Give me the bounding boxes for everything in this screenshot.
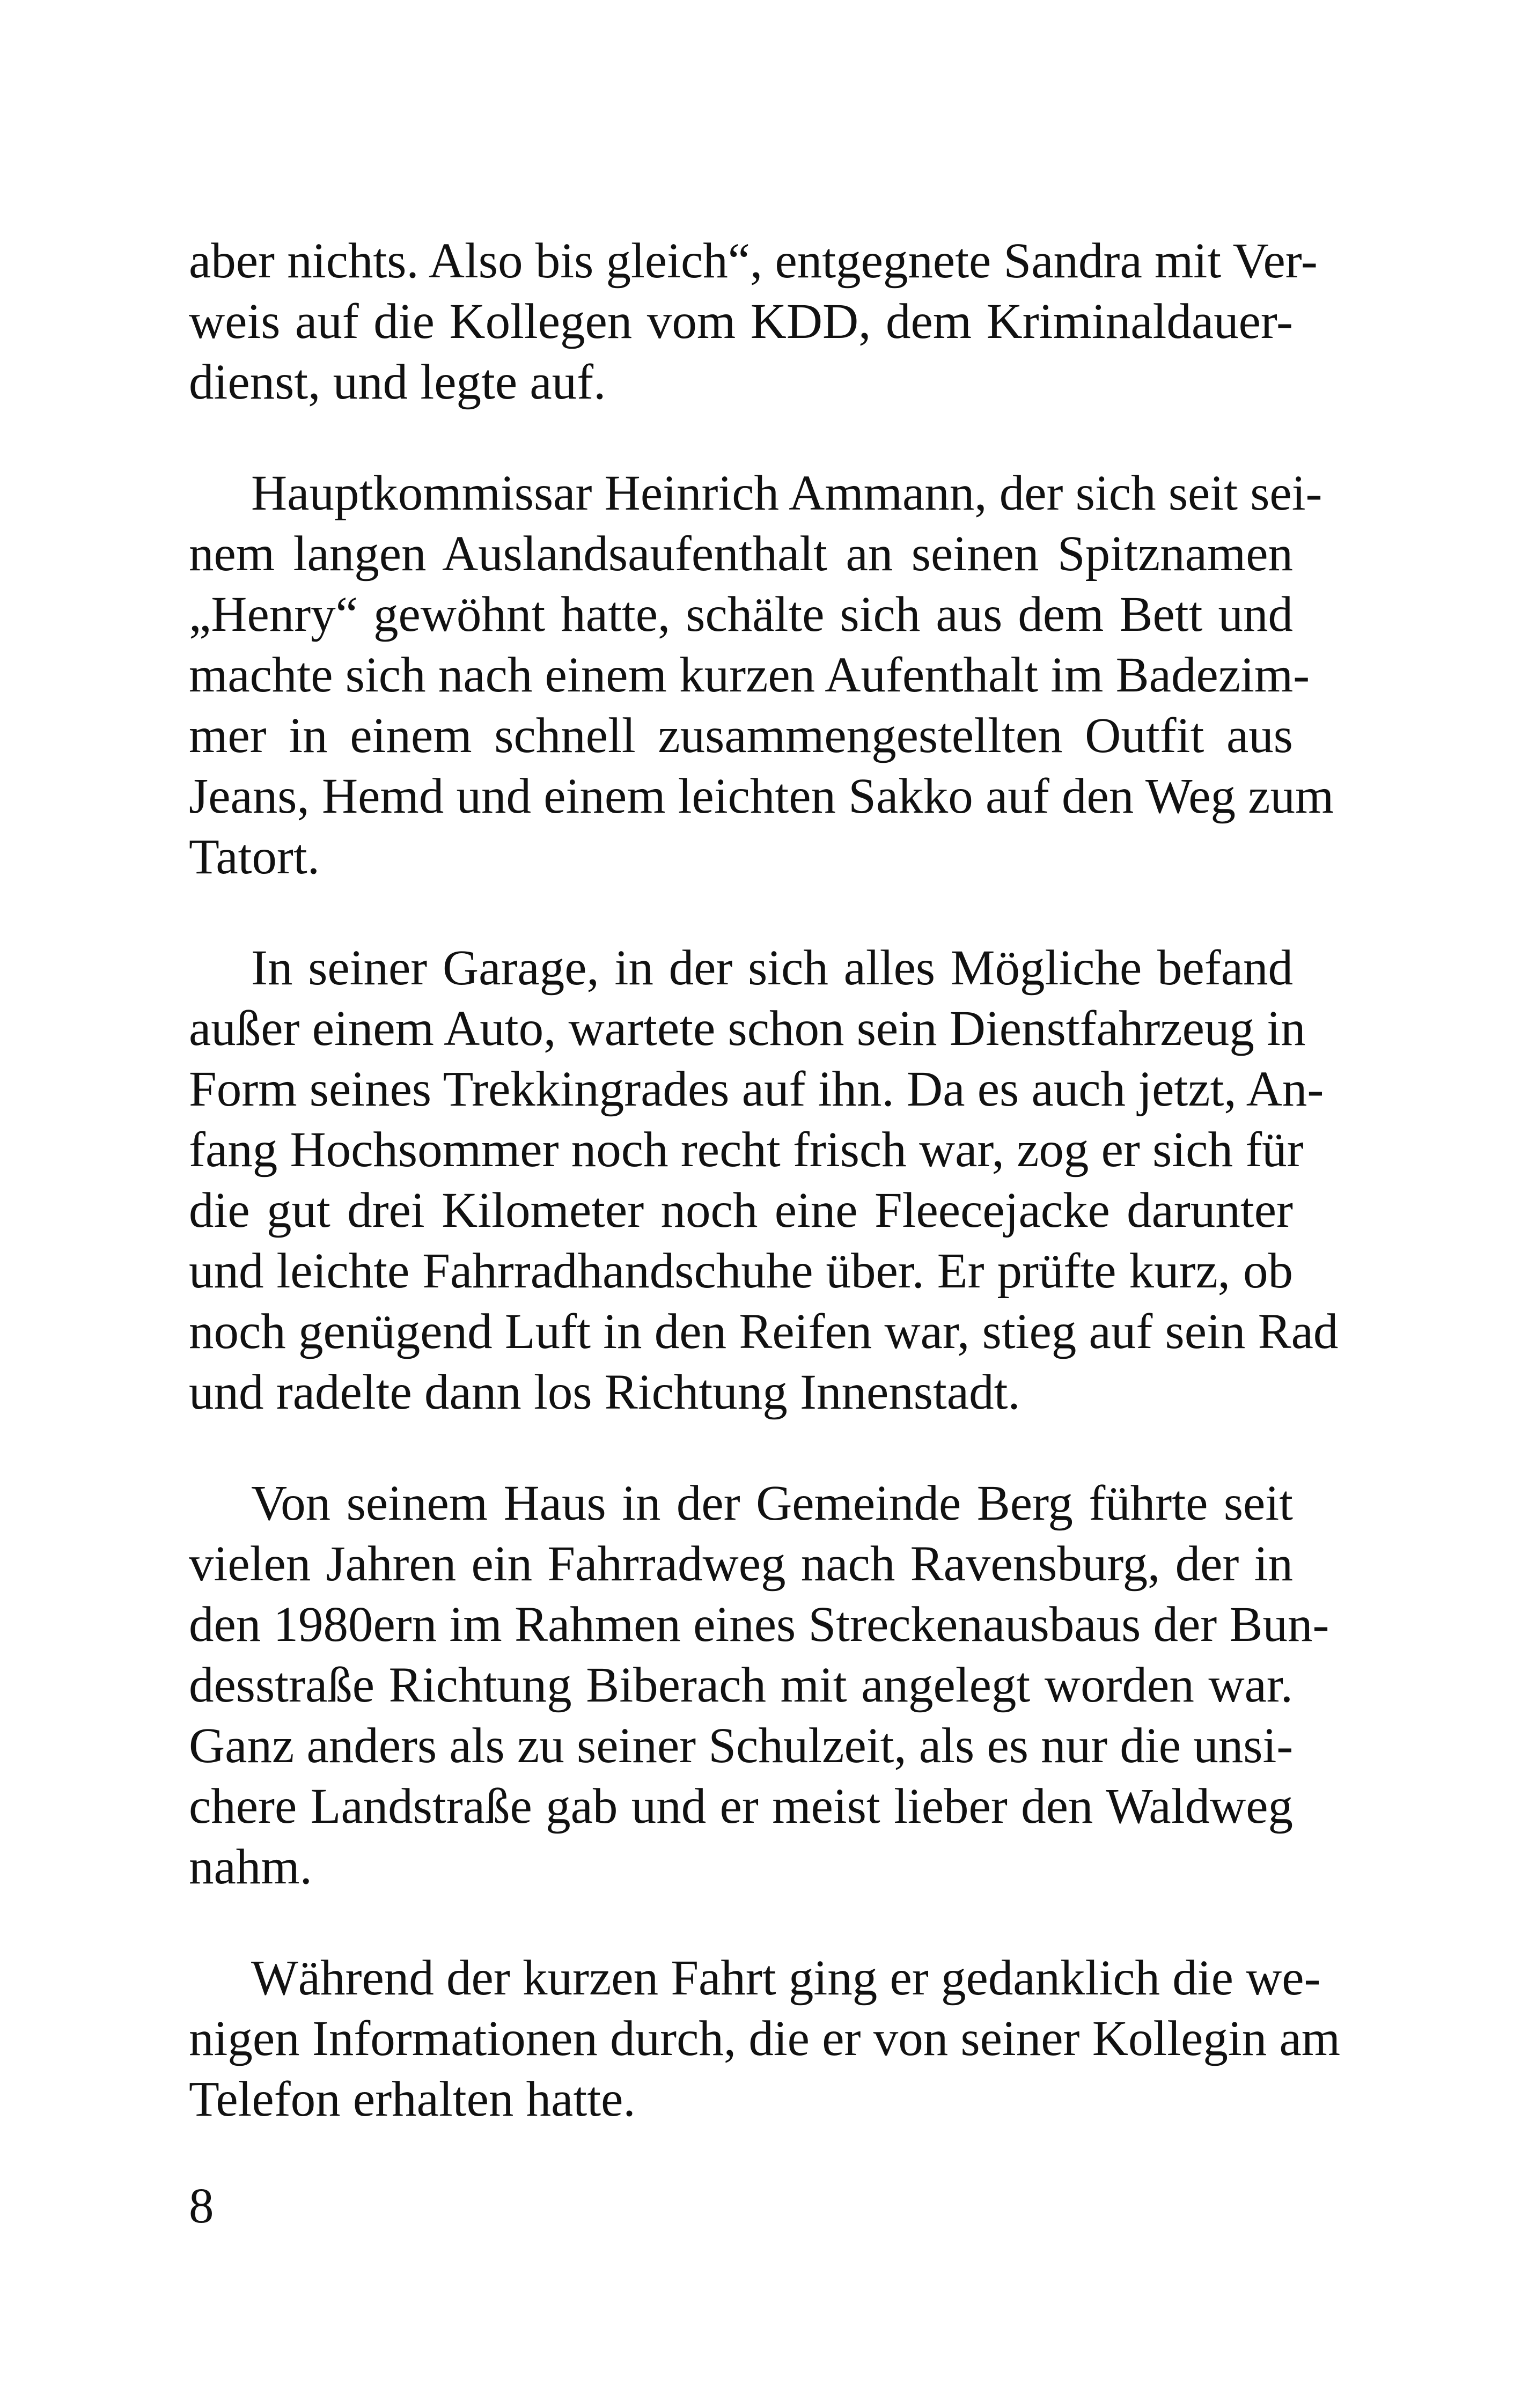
text-line: nigen Informationen durch, die er von seiner Kollegin am: [189, 2011, 1341, 2066]
text-line: weis auf die Kollegen vom KDD, dem Kriminaldauer-: [189, 294, 1293, 349]
text-line: noch genügend Luft in den Reifen war, stieg auf sein Rad: [189, 1304, 1339, 1359]
text-line: Während der kurzen Fahrt ging er gedanklich die we-: [251, 1950, 1321, 2006]
text-line: die gut drei Kilometer noch eine Fleecejacke darunter: [189, 1183, 1293, 1238]
text-line: In seiner Garage, in der sich alles Mögliche befand: [251, 940, 1293, 996]
text-line: „Henry“ gewöhnt hatte, schälte sich aus dem Bett und: [189, 587, 1293, 642]
text-line: aber nichts. Also bis gleich“, entgegnete Sandra mit Ver-: [189, 233, 1318, 289]
text-line: Jeans, Hemd und einem leichten Sakko auf den Weg zum: [189, 769, 1334, 824]
text-line: Tatort.: [189, 829, 320, 885]
text-line: Ganz anders als zu seiner Schulzeit, als es nur die unsi-: [189, 1718, 1294, 1773]
text-line: nem langen Auslandsaufenthalt an seinen Spitznamen: [189, 526, 1293, 581]
text-line: mer in einem schnell zusammengestellten Outfit aus: [189, 708, 1293, 763]
text-line: Hauptkommissar Heinrich Ammann, der sich seit sei-: [251, 466, 1322, 521]
body-text: [189, 231, 1341, 2180]
text-line: machte sich nach einem kurzen Aufenthalt im Badezim-: [189, 647, 1310, 703]
paragraph-4: [189, 1473, 1329, 1897]
text-line: fang Hochsommer noch recht frisch war, zog er sich für: [189, 1122, 1304, 1177]
text-line: Von seinem Haus in der Gemeinde Berg führte seit: [251, 1476, 1293, 1531]
text-line: Telefon erhalten hatte.: [189, 2072, 636, 2127]
page-number: 8: [189, 2178, 214, 2234]
text-line: nahm.: [189, 1839, 312, 1895]
text-line: den 1980ern im Rahmen eines Streckenausbaus der Bun-: [189, 1597, 1329, 1652]
text-line: Form seines Trekkingrades auf ihn. Da es auch jetzt, An-: [189, 1062, 1324, 1117]
text-line: vielen Jahren ein Fahrradweg nach Ravensburg, der in: [189, 1536, 1293, 1592]
text-line: dienst, und legte auf.: [189, 355, 606, 410]
text-line: und leichte Fahrradhandschuhe über. Er prüfte kurz, ob: [189, 1243, 1293, 1299]
text-line: und radelte dann los Richtung Innenstadt.: [189, 1365, 1020, 1420]
paragraph-5: [189, 1948, 1341, 2130]
text-line: außer einem Auto, wartete schon sein Dienstfahrzeug in: [189, 1001, 1306, 1056]
paragraph-1: [189, 231, 1318, 413]
paragraph-3: [189, 938, 1339, 1423]
text-line: desstraße Richtung Biberach mit angelegt worden war.: [189, 1658, 1293, 1713]
paragraph-2: [189, 463, 1334, 887]
text-line: chere Landstraße gab und er meist lieber den Waldweg: [189, 1779, 1293, 1834]
